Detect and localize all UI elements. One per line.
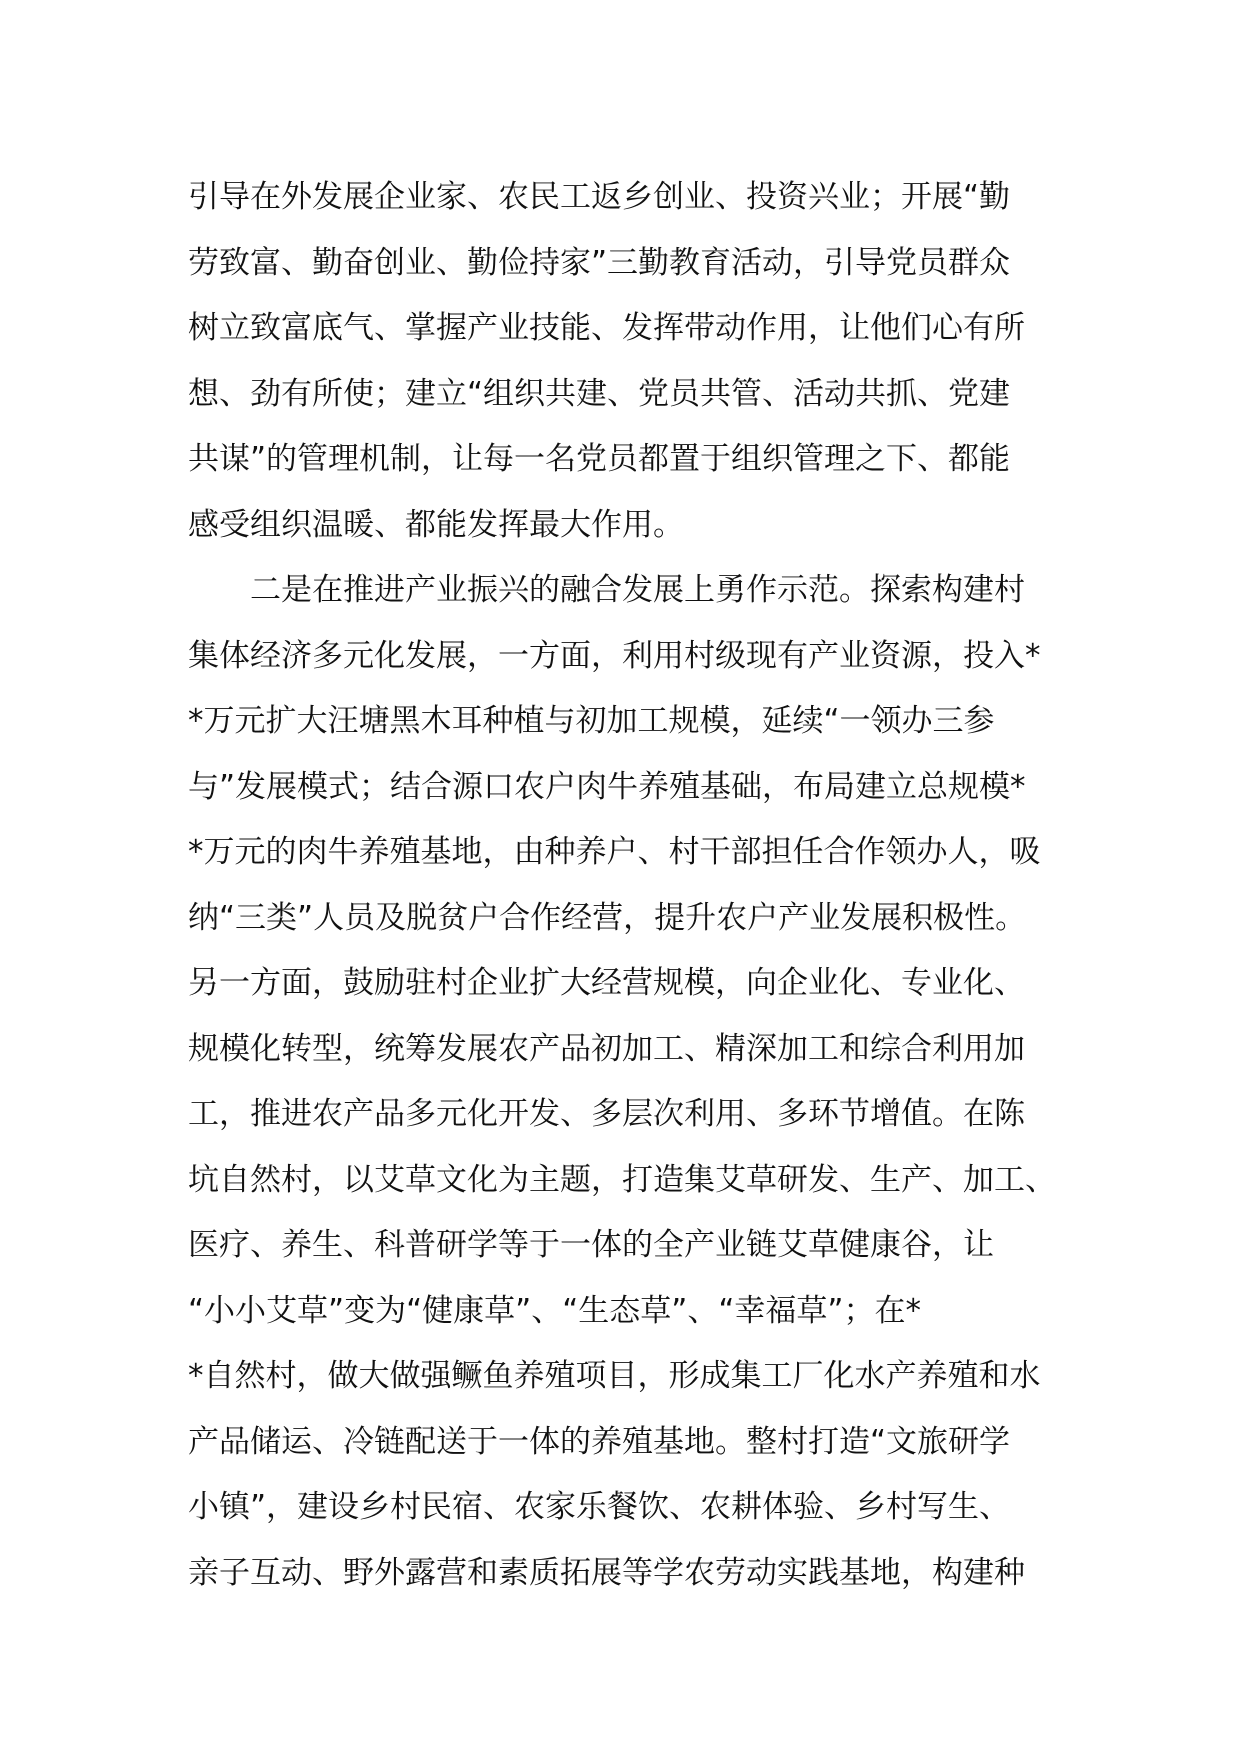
- text-line: 另一方面，鼓励驻村企业扩大经营规模，向企业化、专业化、: [188, 965, 1025, 1001]
- text-line: 集体经济多元化发展，一方面，利用村级现有产业资源，投入*: [188, 637, 1041, 674]
- text-line: *自然村，做大做强鳜鱼养殖项目，形成集工厂化水产养殖和水: [188, 1358, 1041, 1394]
- text-line: 树立致富底气、掌握产业技能、发挥带动作用，让他们心有所: [188, 310, 1025, 346]
- text-line: 亲子互动、野外露营和素质拓展等学农劳动实践基地，构建种: [188, 1554, 1025, 1591]
- text-line: 纳“三类”人员及脱贫户合作经营，提升农户产业发展积极性。: [188, 899, 1027, 936]
- text-line: 与”发展模式；结合源口农户肉牛养殖基础，布局建立总规模*: [188, 768, 1026, 805]
- text-line: *万元扩大汪塘黑木耳种植与初加工规模，延续“一领办三参: [188, 703, 995, 739]
- text-line: *万元的肉牛养殖基地，由种养户、村干部担任合作领办人，吸: [188, 834, 1041, 870]
- text-line: 共谋”的管理机制，让每一名党员都置于组织管理之下、都能: [188, 441, 1011, 477]
- paragraph-start-line: 二是在推进产业振兴的融合发展上勇作示范。探索构建村: [250, 572, 1025, 608]
- text-line: 劳致富、勤奋创业、勤俭持家”三勤教育活动，引导党员群众: [188, 244, 1011, 281]
- text-line: 小镇”，建设乡村民宿、农家乐餐饮、农耕体验、乡村写生、: [188, 1489, 1011, 1525]
- text-line: 工，推进农产品多元化开发、多层次利用、多环节增值。在陈: [188, 1096, 1025, 1132]
- body-text: [188, 165, 1058, 1606]
- text-line: 医疗、养生、科普研学等于一体的全产业链艾草健康谷，让: [188, 1227, 994, 1263]
- text-line: 引导在外发展企业家、农民工返乡创业、投资兴业；开展“勤: [188, 179, 1011, 215]
- text-line: 想、劲有所使；建立“组织共建、党员共管、活动共抓、党建: [188, 375, 1011, 412]
- text-line: 感受组织温暖、都能发挥最大作用。: [188, 506, 684, 543]
- text-line: 坑自然村，以艾草文化为主题，打造集艾草研发、生产、加工、: [188, 1161, 1056, 1198]
- text-line: 规模化转型，统筹发展农产品初加工、精深加工和综合利用加: [188, 1030, 1025, 1067]
- text-line: “小小艾草”变为“健康草”、“生态草”、“幸福草”；在*: [188, 1292, 921, 1329]
- text-line: 产品储运、冷链配送于一体的养殖基地。整村打造“文旅研学: [188, 1423, 1011, 1460]
